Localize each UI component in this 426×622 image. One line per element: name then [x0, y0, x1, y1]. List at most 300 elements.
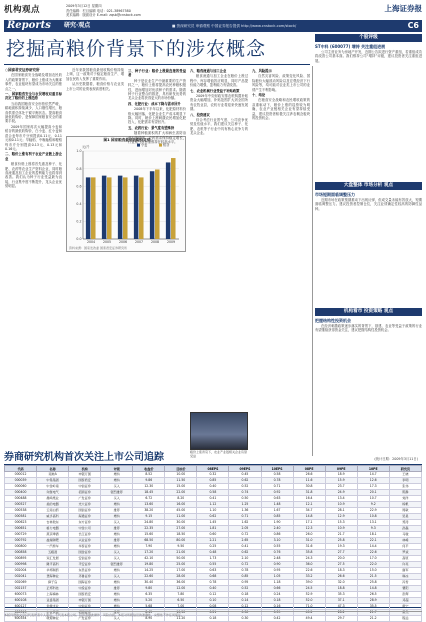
table-cell: 0.55 [197, 562, 229, 568]
table-cell: 80.00 [165, 538, 197, 544]
table-cell: 000651 [5, 526, 37, 532]
table-cell: 30.40 [133, 580, 165, 586]
table-cell: 0.08 [197, 604, 229, 610]
table-cell: 000998 [5, 562, 37, 568]
table-cell: 17.00 [165, 568, 197, 574]
table-cell: 1.25 [229, 502, 261, 508]
table-cell: 增持 [101, 478, 133, 484]
table-cell: 68.50 [133, 538, 165, 544]
table-cell: 30.8 [293, 484, 325, 490]
table-cell: 推荐 [101, 508, 133, 514]
table-cell: 兴业证券 [69, 538, 101, 544]
table-cell: 0.78 [261, 478, 293, 484]
table-cell: 26.6 [293, 472, 325, 478]
table-cell: 000581 [5, 514, 37, 520]
sidebar-subhead: ST中科 (600077) 增持 关注重组进展 [315, 44, 386, 49]
table-cell: 23.7 [325, 484, 357, 490]
table-cell: 云南白药 [37, 508, 69, 514]
table-cell: 周敏 [389, 508, 421, 514]
table-cell: 17.3 [357, 484, 389, 490]
table-cell: 国信证券 [69, 508, 101, 514]
table-cell: 24.9 [325, 490, 357, 496]
table-cell: 16.00 [165, 502, 197, 508]
table-cell: 韩冰 [389, 574, 421, 580]
table-cell: 8.52 [133, 472, 165, 478]
sidebar-subhead: 市场短期面临调整压力 [315, 192, 355, 197]
table-cell: 26.0 [293, 532, 325, 538]
table-cell: 10.50 [165, 610, 197, 616]
table-cell: 买入 [101, 550, 133, 556]
page-footer: 本版刊登的文章仅代表作者个人观点，不代表本报立场。投资者据此操作，风险自担。本报对所载信息的准确性、完整性不作任何保证。 [4, 611, 422, 617]
table-cell: 1.62 [229, 520, 261, 526]
table-cell: 9.86 [133, 478, 165, 484]
header-meta [66, 4, 316, 18]
table-cell: 31.0 [293, 538, 325, 544]
table-cell: 彭辉 [389, 592, 421, 598]
table-cell: 18.3 [325, 568, 357, 574]
table-cell: 9.80 [133, 586, 165, 592]
table-cell: 10.7 [357, 496, 389, 502]
table-cell: 曹阳 [389, 586, 421, 592]
table-cell: 推荐 [101, 526, 133, 532]
table-cell: 39.0 [293, 580, 325, 586]
table-cell: 上海梅林 [37, 592, 69, 598]
table-cell: 28.2 [325, 610, 357, 616]
table-cell: 13.1 [357, 520, 389, 526]
table-cell: 增持 [101, 544, 133, 550]
table-cell: 71.0 [293, 604, 325, 610]
table-cell: 0.32 [197, 472, 229, 478]
table-cell: 买入 [101, 520, 133, 526]
table-cell: 0.90 [261, 562, 293, 568]
column-header: 代码 [5, 466, 37, 472]
x-tick-label: 2009 [166, 240, 176, 245]
bar-稻谷 [123, 177, 128, 239]
article-paragraph: 综合考虑行业景气度、公司竞争优势及估值水平，我们建议关注种子、化肥、农机等子行业中具有核心竞争力的龙头企业。 [190, 118, 248, 136]
table-cell: 47.3 [325, 604, 357, 610]
table-cell: 14.25 [133, 568, 165, 574]
right-sidebar [315, 34, 422, 454]
x-tick-label: 2004 [86, 240, 96, 245]
table-cell: 21.2 [357, 616, 389, 622]
y-tick-label: 0.4 [76, 202, 82, 206]
table-cell: 10.00 [165, 472, 197, 478]
table-cell: 一汽轿车 [37, 544, 69, 550]
sidebar-text [315, 50, 422, 178]
table-cell: 0.52 [229, 484, 261, 490]
table-cell: 28.00 [165, 574, 197, 580]
table-cell: 0.41 [197, 496, 229, 502]
table-cell: 25.00 [165, 562, 197, 568]
table-cell: 买入 [101, 496, 133, 502]
table-cell: 22.35 [133, 526, 165, 532]
table-cell: 1.05 [261, 574, 293, 580]
y-tick-label: 0.6 [76, 184, 82, 189]
table-cell: 50.00 [165, 556, 197, 562]
table-cell: 42.10 [133, 556, 165, 562]
table-cell: 17.1 [293, 520, 325, 526]
table-cell: 000792 [5, 538, 37, 544]
table-cell: 0.86 [261, 532, 293, 538]
table-cell: 中集集团 [37, 478, 69, 484]
bar-小麦 [86, 177, 91, 239]
table-cell: 马骏 [389, 532, 421, 538]
table-cell: 8.90 [133, 616, 165, 622]
table-cell: 平安证券 [69, 562, 101, 568]
table-cell: 程远 [389, 616, 421, 622]
table-cell: 李明 [389, 478, 421, 484]
table-cell: 陈静 [389, 490, 421, 496]
table-cell: 7.00 [165, 604, 197, 610]
table-cell: 14.8 [357, 586, 389, 592]
table-title: 券商研究机构首次关注上市公司追踪 [4, 452, 164, 463]
table-cell: 五粮液 [37, 550, 69, 556]
table-cell: 000400 [5, 490, 37, 496]
article-paragraph: 从历史数据看，粮食价格与农业类上市公司的业绩表现高度相关。 [66, 82, 124, 91]
bar-稻谷 [107, 177, 112, 239]
table-cell: 登海种业 [37, 574, 69, 580]
table-cell: 1.36 [229, 508, 261, 514]
table-cell: 南玻A [37, 472, 69, 478]
article-subhead: 八、投资建议 [190, 112, 210, 117]
table-cell: 中金公司 [69, 526, 101, 532]
table-cell: 600354 [5, 616, 37, 622]
table-cell: 15.0 [357, 568, 389, 574]
table-cell: 买入 [101, 556, 133, 562]
headline-rule [4, 64, 310, 65]
table-cell: 罗斌 [389, 550, 421, 556]
table-cell: 21.7 [325, 532, 357, 538]
table-cell: 长江证券 [69, 532, 101, 538]
table-cell: 招商证券 [69, 490, 101, 496]
table-cell: 2.05 [229, 526, 261, 532]
table-cell: 17.20 [133, 550, 165, 556]
table-cell: 7.90 [133, 544, 165, 550]
table-cell: 2.65 [229, 538, 261, 544]
table-cell: 中投证券 [69, 586, 101, 592]
table-cell: 国金证券 [69, 550, 101, 556]
table-cell: 24.3 [293, 556, 325, 562]
table-cell: 燕京啤酒 [37, 532, 69, 538]
table-cell: 45.00 [165, 508, 197, 514]
table-cell: 0.18 [261, 598, 293, 604]
table-cell: 0.92 [261, 490, 293, 496]
sidebar-header-market: 大盘整体 市场分析 观点 [315, 182, 422, 190]
table-cell: 0.60 [197, 532, 229, 538]
table-cell: 000729 [5, 532, 37, 538]
table-cell: 12.1 [293, 502, 325, 508]
table-cell: 增持 [101, 604, 133, 610]
table-cell: 0.21 [197, 610, 229, 616]
table-cell: 22.00 [165, 490, 197, 496]
table-cell: 36.00 [165, 580, 197, 586]
table-cell: 0.30 [229, 616, 261, 622]
table-cell: 18.50 [165, 532, 197, 538]
table-cell: 华泰证券 [69, 544, 101, 550]
sidebar-header-strategy: 机构看市 投资策略 观点 [315, 308, 422, 316]
table-cell: 1.10 [197, 508, 229, 514]
sidebar-paragraph: 在经济刺激政策逐步落实的背景下，基建、农业等受益于政策的行业有望继续获得资金关注，建议把握结构性投资机会。 [315, 324, 422, 333]
page-number: C6 [407, 21, 419, 30]
table-cell: 孙磊 [389, 526, 421, 532]
table-cell: 2.40 [261, 526, 293, 532]
table-cell: 11.50 [165, 478, 197, 484]
table-cell: 0.48 [197, 550, 229, 556]
table-cell: 2.48 [261, 556, 293, 562]
table-cell: 0.72 [229, 532, 261, 538]
table-cell: 0.71 [261, 484, 293, 490]
table-cell: 000800 [5, 544, 37, 550]
table-cell: 0.62 [197, 514, 229, 520]
table-cell: 10.9 [325, 526, 357, 532]
table-cell: 0.24 [261, 592, 293, 598]
table-cell: 22.6 [293, 568, 325, 574]
table-cell: 52.0 [293, 598, 325, 604]
table-cell: 12.30 [133, 484, 165, 490]
table-cell: 1.81 [197, 526, 229, 532]
column-header: 08PE [293, 466, 325, 472]
table-cell: 24.80 [133, 520, 165, 526]
table-cell: 0.14 [229, 598, 261, 604]
table-cell: 9.2 [357, 502, 389, 508]
table-cell: 吉林敖东 [37, 520, 69, 526]
table-cell: 7.80 [165, 592, 197, 598]
table-cell: 双汇发展 [37, 556, 69, 562]
table-cell: 18.1 [357, 532, 389, 538]
table-cell: 16.4 [293, 496, 325, 502]
table-cell: 0.40 [197, 586, 229, 592]
table-cell: 邓超 [389, 598, 421, 604]
table-cell: 35.8 [293, 550, 325, 556]
table-note: (统计日期：2009年3月11日) [374, 457, 418, 461]
table-cell: 1.12 [197, 502, 229, 508]
table-cell: 0.12 [229, 604, 261, 610]
table-cell: 1.48 [261, 502, 293, 508]
table-cell: 广发证券 [69, 616, 101, 622]
table-body [5, 472, 422, 622]
table-cell: 000858 [5, 550, 37, 556]
sidebar-text [315, 198, 422, 304]
table-cell: 0.78 [229, 568, 261, 574]
x-tick-label: 2007 [134, 240, 144, 245]
table-cell: 20.1 [357, 490, 389, 496]
table-cell: 1.18 [261, 580, 293, 586]
table-cell: 14.8 [293, 514, 325, 520]
table-cell: 招商证券 [69, 610, 101, 616]
table-cell: 002041 [5, 574, 37, 580]
sidebar-text [315, 324, 422, 452]
table-cell: 0.58 [197, 490, 229, 496]
table-cell: 22.60 [133, 574, 165, 580]
table-cell: 10.8 [357, 514, 389, 520]
table-cell: 17.0 [357, 556, 389, 562]
table-cell: 0.68 [197, 574, 229, 580]
table-cell: 0.76 [261, 550, 293, 556]
table-cell: 21.5 [357, 574, 389, 580]
table-cell: 15.3 [325, 520, 357, 526]
table-cell: 12.3 [293, 526, 325, 532]
table-cell: 35.3 [325, 592, 357, 598]
header-date: 2009年3月12日 星期四 [66, 4, 102, 8]
table-cell: 22.9 [357, 508, 389, 514]
table-cell: 30.00 [165, 520, 197, 526]
table-cell: 0.78 [197, 580, 229, 586]
table-cell: 隆平高科 [37, 562, 69, 568]
table-cell: 600127 [5, 604, 37, 610]
article-paragraph: 2009年中央财政安排农机购置补贴资金大幅增加，补贴范围扩大到全国所有农牧业县，农机行业将迎来快速发展期。 [190, 94, 248, 112]
table-cell: 0.63 [197, 568, 229, 574]
table-cell: 0.16 [261, 604, 293, 610]
table-cell: 推荐 [101, 538, 133, 544]
table-cell: 34.7 [293, 508, 325, 514]
article-paragraph: 在国家粮食安全战略及增加农民收入的政策背景下，粮价上涨成为大概率事件，农业板块有望成为市场关注的焦点之一。 [5, 73, 62, 91]
table-cell: 买入 [101, 574, 133, 580]
table-cell: 28.9 [357, 598, 389, 604]
article-subhead: 三、种子行业：粮价上涨最直接的受益者 [128, 69, 186, 78]
table-cell: 盐湖钾肥 [37, 538, 69, 544]
column-header: 目标价 [165, 466, 197, 472]
table-cell: 000527 [5, 502, 37, 508]
chart-source: 资料来源：国家发改委 国泰君安证券研究所 [69, 246, 127, 250]
table-cell: 15.00 [165, 484, 197, 490]
table-cell: 12.9 [325, 514, 357, 520]
sidebar-subhead: 把握结构性投资机会 [315, 318, 351, 323]
article-column-1 [5, 68, 62, 478]
article-paragraph: 自然灾害风险、政策变化风险、国际粮价大幅波动风险以及宏观经济下行风险等，均可能对农业类上市公司的业绩产生不利影响。 [252, 74, 310, 92]
article-paragraph: 在粮食安全战略和农民增收政策的双重驱动下，粮价上涨的趋势较为明确，农业产业链相关企业有望持续受益，建议投资者积极关注涉农概念板块的投资机会。 [252, 98, 310, 121]
table-cell: 9.50 [165, 544, 197, 550]
table-cell: 增持 [101, 532, 133, 538]
page-header [4, 3, 422, 19]
table-cell: 唐宁 [389, 604, 421, 610]
table-cell: 000538 [5, 508, 37, 514]
table-cell: 华邦制药 [37, 568, 69, 574]
table-cell: 申银万国 [69, 472, 101, 478]
table-cell: 37.1 [325, 598, 357, 604]
table-cell: 49.4 [293, 616, 325, 622]
table-cell: 35.5 [357, 604, 389, 610]
table-cell: 0.42 [261, 616, 293, 622]
table-cell: 000895 [5, 556, 37, 562]
table-cell: 33.2 [293, 574, 325, 580]
main-headline: 挖掘高粮价背景下的涉农概念 [6, 38, 267, 60]
table-cell: 增持 [101, 580, 133, 586]
table-cell: 金健米业 [37, 604, 69, 610]
table-cell: 高原 [389, 556, 421, 562]
table-cell: 21.00 [165, 550, 197, 556]
table-cell: 1.90 [261, 520, 293, 526]
column-name: 机构观点 [4, 5, 41, 15]
table-cell: 强烈推荐 [101, 562, 133, 568]
table-cell: 1.73 [197, 556, 229, 562]
table-cell: 14.7 [357, 472, 389, 478]
table-cell: 36.0 [293, 562, 325, 568]
table-cell: 25.8 [325, 538, 357, 544]
column-header: 名称 [37, 466, 69, 472]
table-cell: 22.0 [357, 562, 389, 568]
bar-小麦 [102, 176, 107, 239]
article-paragraph: 近年来我国粮食最低收购价格持续上调，这一政策对于稳定粮食生产、增加农民收入发挥了重要作用。 [66, 68, 124, 81]
y-tick-label: 0.2 [76, 219, 82, 224]
table-cell: 11.6 [293, 478, 325, 484]
legend-label: 稻谷 [163, 143, 170, 147]
table-cell: 1.67 [261, 508, 293, 514]
article-paragraph: 2008年下半年以来，化肥原材料价格大幅回落，化肥企业生产成本明显下降。同时，粮价上涨刺激农民增加化肥投入，化肥需求有望回升。 [128, 107, 186, 125]
table-cell: 000060 [5, 484, 37, 490]
table-cell: 32.0 [325, 580, 357, 586]
article-paragraph: 粮食价格上涨将首先惠及种子、化肥、农药等农业生产资料企业，同时粮食流通及加工企业的盈利能力也将得到改善。我们认为种子行业受益最为直接，行业集中度不断提升，龙头企业优势明显。 [5, 162, 62, 189]
table-cell: 0.62 [229, 550, 261, 556]
y-tick-label: 0.8 [76, 166, 82, 171]
table-cell: 0.62 [229, 478, 261, 484]
legend-label: 小麦 [141, 143, 148, 147]
table-cell: 增持 [101, 502, 133, 508]
table-cell: 0.85 [261, 514, 293, 520]
table-cell: 0.95 [261, 568, 293, 574]
table-cell: 0.58 [261, 472, 293, 478]
table-cell: 13.4 [325, 496, 357, 502]
reports-label: Reports [7, 20, 51, 31]
sidebar-paragraph: 近期市场在政策预期推动下出现反弹，但成交量未能有效放大，短期面临调整压力。建议投资者控制仓位，关注业绩确定性较高的防御性品种。 [315, 198, 422, 211]
table-cell: 21.7 [357, 610, 389, 616]
column-header: 评级 [101, 466, 133, 472]
table-cell: 000039 [5, 478, 37, 484]
table-cell: 2.21 [197, 538, 229, 544]
column-header: 10PE [357, 466, 389, 472]
article-paragraph: 随着种植面积的扩大和病虫害防治意识的增强，农药需求保持稳定增长，行业景气度有望维持在较高水平。 [128, 131, 186, 145]
column-header: 10EPS [261, 466, 293, 472]
table-cell: 0.41 [229, 544, 261, 550]
table-cell: 600313 [5, 610, 37, 616]
table-cell: 增持 [101, 592, 133, 598]
table-cell: 11.20 [165, 616, 197, 622]
table-cell: 刘洋 [389, 496, 421, 502]
table-cell: 24.5 [293, 586, 325, 592]
table-cell: 张伟 [389, 484, 421, 490]
table-cell: 增持 [101, 514, 133, 520]
table-cell: 申银万国 [69, 598, 101, 604]
table-cell: 冯雪 [389, 580, 421, 586]
table-cell: 6.35 [133, 592, 165, 598]
table-cell: 31.6 [293, 544, 325, 550]
article-column-5 [252, 68, 310, 478]
table-cell: 002157 [5, 586, 37, 592]
table-cell: 22.6 [357, 550, 389, 556]
table-cell: 齐鲁证券 [69, 574, 101, 580]
table-cell: 0.30 [229, 610, 261, 616]
table-cell: 002004 [5, 568, 37, 574]
table-cell: 美的电器 [37, 502, 69, 508]
table-cell: 王晓 [389, 472, 421, 478]
table-cell: 27.00 [165, 526, 197, 532]
table-cell: 威孚高科 [37, 514, 69, 520]
table-cell: 3.10 [261, 538, 293, 544]
table-cell: 0.40 [197, 484, 229, 490]
table-cell: 海通证券 [69, 514, 101, 520]
article-byline: ○国泰君安证券研究所 [5, 68, 40, 72]
table-cell: 0.74 [229, 490, 261, 496]
table-cell: 0.12 [197, 592, 229, 598]
article-subhead: 七、农业机械行业受益于补贴政策 [190, 88, 240, 93]
sidebar-header-ratings: 个股评级 [315, 34, 422, 42]
table-cell: 27.5 [325, 562, 357, 568]
table-cell: 0.18 [197, 616, 229, 622]
table-cell: 25.8 [357, 580, 389, 586]
table-cell: 29.7 [325, 616, 357, 622]
table-cell: 格力电器 [37, 526, 69, 532]
table-cell: 中信证券 [69, 604, 101, 610]
table-cell: 15.60 [133, 532, 165, 538]
